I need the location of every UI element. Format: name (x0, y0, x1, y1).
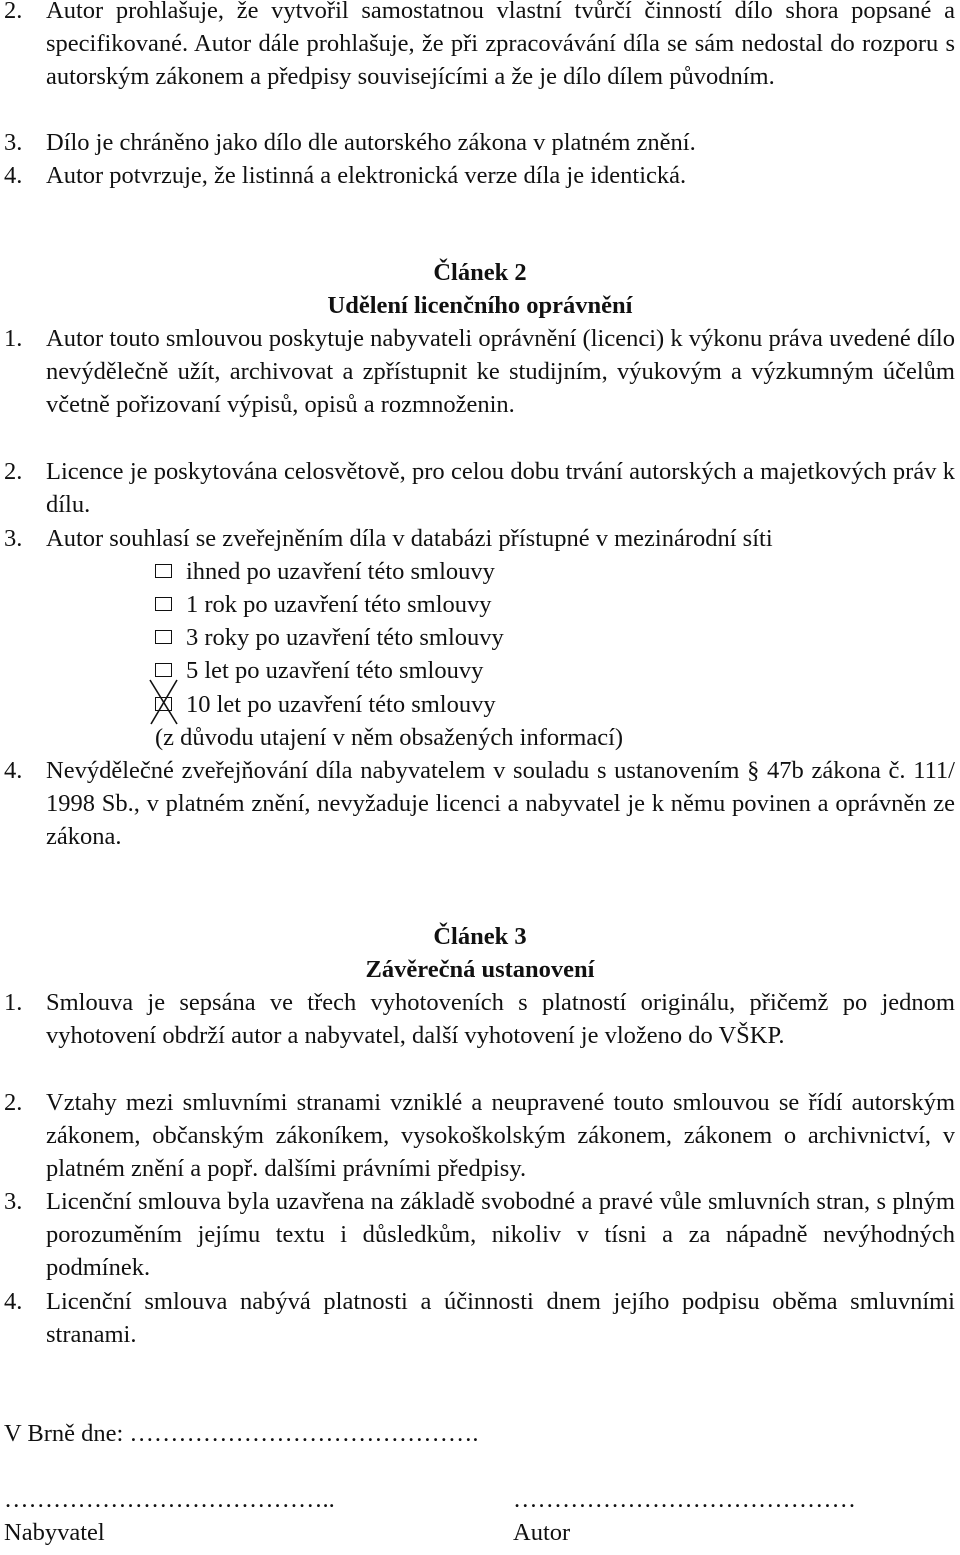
item-number: 4. (4, 162, 23, 189)
option-label: 5 let po uzavření této smlouvy (186, 657, 484, 684)
item-text: Smlouva je sepsána ve třech vyhotoveních s platností originálu, přičemž po jednom vyhotovení obdrží autor a nabyvatel, další vyhotovení je vloženo do VŠKP. (46, 989, 955, 1049)
option-checkbox[interactable] (155, 663, 172, 677)
item-number: 1. (4, 325, 23, 352)
list-item (0, 1285, 955, 1351)
item-number: 3. (4, 129, 23, 156)
item-text: Autor souhlasí se zveřejněním díla v databázi přístupné v mezinárodní síti (46, 525, 773, 552)
item-text: Nevýdělečné zveřejňování díla nabyvatelem v souladu s ustanovením § 47b zákona č. 111/ 1998 Sb., v platném znění, nevyžaduje licenci a nabyvatel je k němu povinen a oprávněn ze zákona. (46, 757, 955, 850)
list-item (0, 754, 955, 853)
item-number: 1. (4, 989, 23, 1016)
option-label: ihned po uzavření této smlouvy (186, 558, 495, 585)
option-row (155, 555, 495, 588)
option-row (155, 621, 504, 654)
list-item (0, 0, 955, 93)
item-text: Licence je poskytována celosvětově, pro celou dobu trvání autorských a majetkových práv k dílu. (46, 458, 955, 518)
option-label: 3 roky po uzavření této smlouvy (186, 624, 504, 651)
list-item (0, 159, 955, 192)
item-number: 4. (4, 1288, 23, 1315)
list-item (0, 322, 955, 421)
list-item (0, 455, 955, 521)
option-row (155, 654, 483, 687)
item-text: Licenční smlouva byla uzavřena na základě svobodné a pravé vůle smluvních stran, s plným porozuměním jejímu textu i důsledkům, nikoliv v tísni a za nápadně nevýhodných podmínek. (46, 1188, 955, 1281)
item-number: 2. (4, 0, 23, 24)
list-item (0, 1086, 955, 1185)
list-item (0, 986, 955, 1052)
signature-line-left: ………………………………….. (4, 1486, 335, 1513)
option-label: 10 let po uzavření této smlouvy (186, 691, 496, 718)
item-text: Licenční smlouva nabývá platnosti a účinnosti dnem jejího podpisu oběma smluvními stranami. (46, 1288, 955, 1348)
handwritten-cross-mark-icon (147, 678, 181, 726)
option-checkbox[interactable] (155, 597, 172, 611)
option-label: 1 rok po uzavření této smlouvy (186, 591, 492, 618)
article-2-subtitle: Udělení licenčního oprávnění (327, 292, 633, 319)
signature-line-right: …………………………………… (513, 1486, 856, 1513)
signature-label-autor: Autor (513, 1519, 571, 1546)
list-item (0, 126, 955, 159)
item-text: Autor prohlašuje, že vytvořil samostatnou vlastní tvůrčí činností dílo shora popsané a specifikované. Autor dále prohlašuje, že při zpracovávání díla se sám nedostal do rozporu s autorským zákonem a předpisy souvisejícími a že je dílo dílem původním. (46, 0, 955, 90)
item-text: Dílo je chráněno jako dílo dle autorského zákona v platném znění. (46, 129, 696, 156)
article-2-title: Článek 2 (433, 259, 527, 286)
list-item (0, 522, 955, 555)
item-number: 4. (4, 757, 23, 784)
list-item (0, 1185, 955, 1284)
item-number: 2. (4, 1089, 23, 1116)
article-3-title: Článek 3 (433, 923, 527, 950)
option-row (155, 688, 496, 721)
item-number: 3. (4, 1188, 23, 1215)
place-date-line: V Brně dne: ……………………………………. (4, 1420, 479, 1447)
option-row (155, 588, 492, 621)
item-text: Vztahy mezi smluvními stranami vzniklé a neupravené touto smlouvou se řídí autorským zákonem, občanským zákoníkem, vysokoškolským zákonem, zákonem o archivnictví, v platném znění a popř. dalšími právními předpisy. (46, 1089, 955, 1182)
article-3-subtitle: Závěrečná ustanovení (365, 956, 595, 983)
item-number: 2. (4, 458, 23, 485)
option-checkbox[interactable] (155, 630, 172, 644)
signature-label-nabyvatel: Nabyvatel (4, 1519, 105, 1546)
item-text: Autor potvrzuje, že listinná a elektronická verze díla je identická. (46, 162, 687, 189)
item-number: 3. (4, 525, 23, 552)
item-text: Autor touto smlouvou poskytuje nabyvateli oprávnění (licenci) k výkonu práva uvedené dílo nevýdělečně užít, archivovat a zpřístupnit ke studijním, výukovým a výzkumným účelům včetně pořizovaní výpisů, opisů a rozmnoženin. (46, 325, 955, 418)
option-note: (z důvodu utajení v něm obsažených informací) (155, 724, 624, 751)
option-checkbox[interactable] (155, 564, 172, 578)
